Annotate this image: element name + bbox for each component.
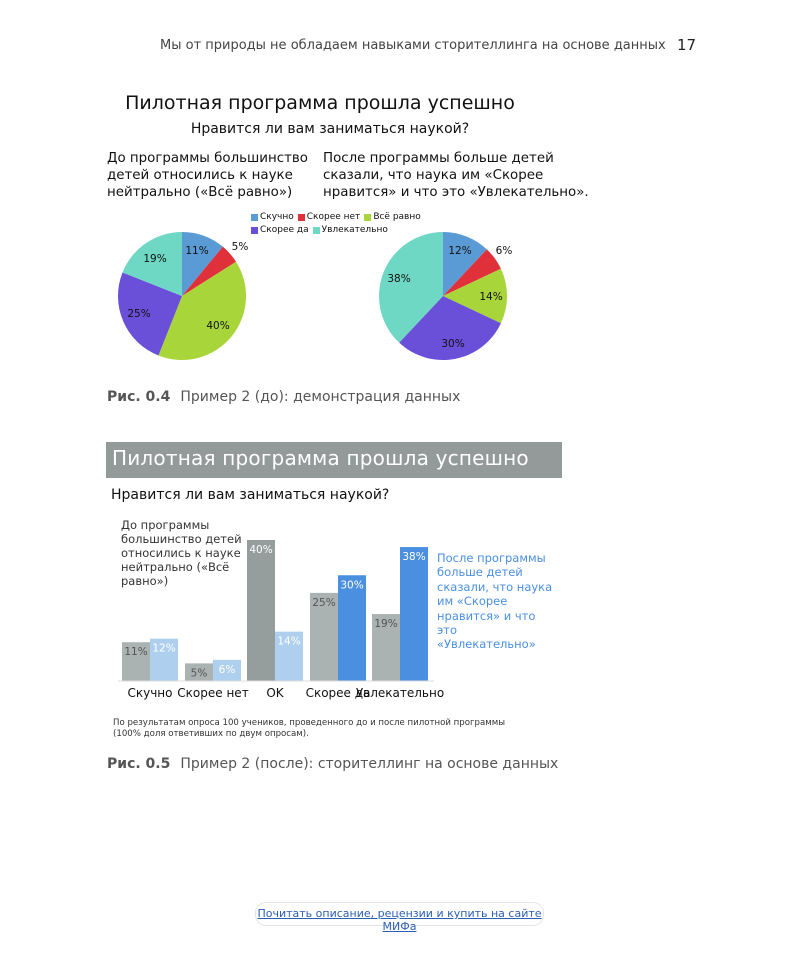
- pie-before-label-uvlekatelno: 19%: [143, 253, 167, 265]
- pie-after-label-uvlekatelno: 38%: [387, 273, 411, 285]
- figure-05-after-note: После программы больше детей сказали, что наука им «Скорее нравится» и что это «Увлекательно»: [437, 551, 553, 652]
- bar-label-after-skoree-net: 6%: [218, 663, 236, 676]
- pie-after-label-skoree-net: 6%: [495, 245, 513, 257]
- figure-05-caption-label: Рис. 0.5: [107, 756, 171, 772]
- page-number: 17: [677, 36, 697, 54]
- bar-label-after-skoree-da: 30%: [340, 579, 364, 592]
- legend-label-skoree-net: Скорее нет: [306, 212, 361, 222]
- bar-label-after-skuchno: 12%: [152, 642, 176, 655]
- bar-label-after-uvlekatelno: 38%: [402, 551, 426, 564]
- category-label-ok: OK: [266, 686, 284, 700]
- figure-05-caption: [107, 756, 558, 772]
- bar-chart-marks: [122, 540, 444, 700]
- pie-after-label-skuchno: 12%: [448, 245, 472, 257]
- bar-label-before-skoree-net: 5%: [190, 667, 208, 680]
- mif-link[interactable]: Почитать описание, рецензии и купить на сайте МИФа: [257, 907, 542, 933]
- figure-04-question: Нравится ли вам заниматься наукой?: [190, 121, 470, 137]
- category-label-skoree-da: Скорее да: [305, 686, 371, 700]
- figure-04-after-text: После программы больше детей сказали, что наука им «Скорее нравится» и что это «Увлекательно».: [323, 151, 589, 200]
- figure-05-question: Нравится ли вам заниматься наукой?: [111, 487, 390, 503]
- bar-label-before-skoree-da: 25%: [312, 596, 336, 609]
- figure-04-title: Пилотная программа прошла успешно: [125, 92, 515, 114]
- figure-05-banner-title: Пилотная программа прошла успешно: [112, 446, 529, 470]
- bar-after-uvlekatelno: [400, 547, 428, 681]
- category-label-uvlekatelno: Увлекательно: [355, 686, 445, 700]
- category-label-skoree-net: Скорее нет: [177, 686, 249, 700]
- figure-04-caption-text: Пример 2 (до): демонстрация данных: [180, 389, 461, 405]
- pie-after-label-vse-ravno: 14%: [479, 291, 503, 303]
- figure-04-before-text: До программы большинство детей относились к науке нейтрально («Всё равно»): [107, 151, 308, 200]
- legend-label-uvlekatelno: Увлекательно: [321, 225, 388, 235]
- mif-link-pill[interactable]: [255, 902, 544, 933]
- pie-before-label-skoree-net: 5%: [231, 241, 249, 253]
- figure-05-footnote: По результатам опроса 100 учеников, проведенного до и после пилотной программы (100% доля ответивших по двум опросам).: [113, 718, 505, 739]
- bar-label-before-skuchno: 11%: [124, 646, 148, 659]
- pie-before-label-skoree-da: 25%: [127, 308, 151, 320]
- legend-label-skoree-da: Скорее да: [260, 225, 309, 235]
- figure-05-caption-text: Пример 2 (после): сторителлинг на основе данных: [180, 756, 559, 772]
- running-head: Мы от природы не обладаем навыками сторителлинга на основе данных: [160, 38, 666, 53]
- figure-04-caption-label: Рис. 0.4: [107, 389, 171, 405]
- pie-before-label-vse-ravno: 40%: [206, 320, 230, 332]
- legend-label-vse-ravno: Всё равно: [373, 212, 421, 222]
- bar-before-ok: [247, 540, 275, 681]
- category-label-skuchno: Скучно: [127, 686, 173, 700]
- pie-before-label-skuchno: 11%: [185, 245, 209, 257]
- pie-after-label-skoree-da: 30%: [441, 338, 465, 350]
- bar-label-before-ok: 40%: [249, 544, 273, 556]
- bar-label-before-uvlekatelno: 19%: [374, 618, 398, 631]
- figure-05-before-note: До программы большинство детей относились к науке нейтрально («Всё равно»): [121, 518, 242, 588]
- bar-label-after-ok: 14%: [277, 635, 301, 648]
- legend-label-skuchno: Скучно: [260, 212, 294, 222]
